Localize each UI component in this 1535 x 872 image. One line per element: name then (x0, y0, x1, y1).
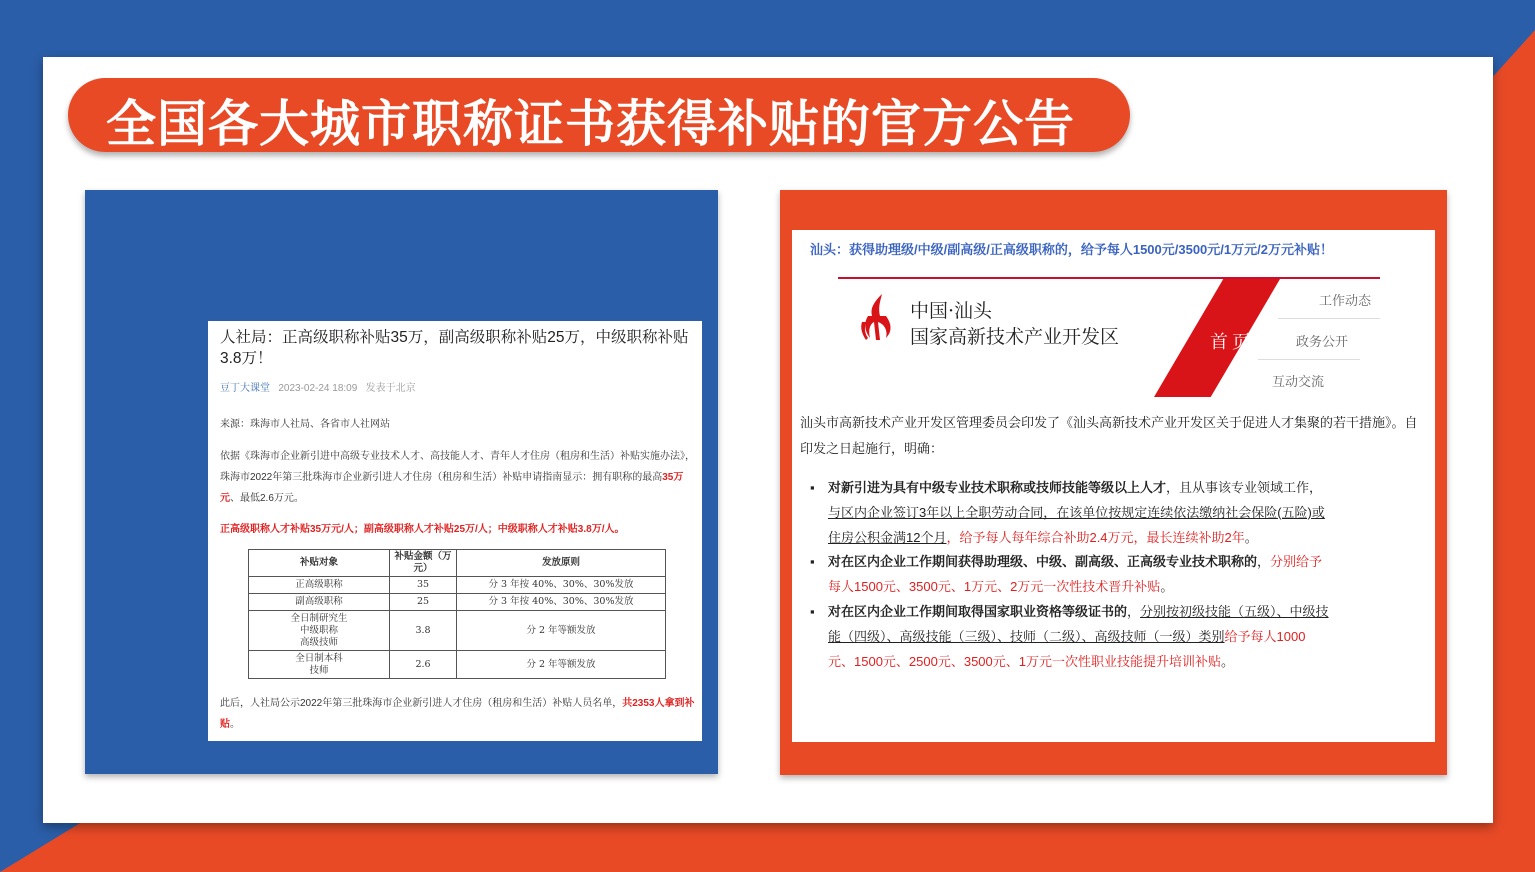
bullet3-highlight: 给予每人1000元、1500元、2500元、3500元、1万元一次性职业技能提升培训补贴 (828, 628, 1306, 669)
bullet3-text: ， (1127, 603, 1141, 619)
list-item (810, 550, 1330, 600)
background-orange-bottom (0, 817, 1535, 872)
article-author[interactable]: 豆丁大课堂 (220, 383, 270, 394)
org-name-line2: 国家高新技术产业开发区 (910, 326, 1120, 348)
table-row (249, 594, 666, 611)
table-cell: 副高级职称 (249, 594, 390, 611)
nav-item-work-news[interactable]: 工作动态 (1319, 293, 1372, 308)
bullet1-bold: 对新引进为具有中级专业技术职称或技师技能等级以上人才 (828, 480, 1167, 495)
table-cell: 3.8 (390, 611, 457, 651)
bullet1-text: ，且从事该专业领域工作， (1166, 480, 1323, 495)
bullet1-highlight: ，给予每人每年综合补助2.4万元，最长连续补助2年 (946, 529, 1245, 545)
page-title: 全国各大城市职称证书获得补贴的官方公告 (106, 95, 1075, 153)
bullet3-bold: 对在区内企业工作期间取得国家职业资格等级证书的 (828, 603, 1128, 619)
table-cell: 25 (390, 594, 457, 611)
nav-divider (1258, 359, 1360, 360)
table-row (249, 577, 666, 594)
para3-text-end: 。 (230, 719, 240, 730)
para1-text: 依据《珠海市企业新引进中高级专业技术人才、高技能人才、青年人才住房（租房和生活）补贴实施办法》，珠海市2022年第三批珠海市企业新引进人才住房（租房和生活）补贴申请指南显示：拥有职称的最高 (220, 451, 695, 483)
header-divider (838, 277, 1380, 279)
article-location: 发表于北京 (365, 383, 416, 394)
bullet2-end: 。 (1160, 579, 1174, 595)
table-header: 发放原则 (457, 550, 666, 577)
table-row (249, 611, 666, 651)
notice-headline: 汕头：获得助理级/中级/副高级/正高级职称的，给予每人1500元/3500元/1万元/2万元补贴！ (810, 242, 1333, 257)
right-notice (792, 230, 1435, 742)
left-article (208, 321, 702, 741)
table-cell: 全日制研究生 中级职称 高级技师 (249, 611, 390, 651)
table-cell: 分 3 年按 40%、30%、30%发放 (457, 594, 666, 611)
nav-item-government-affairs[interactable]: 政务公开 (1296, 334, 1349, 349)
torch-logo-icon (856, 292, 896, 344)
nav-item-interaction[interactable]: 互动交流 (1272, 374, 1325, 389)
table-cell: 正高级职称 (249, 577, 390, 594)
notice-bullet-list (810, 476, 1330, 674)
article-source: 来源：珠海市人社局、各省市人社网站 (220, 419, 390, 430)
table-header-row (249, 550, 666, 577)
table-header: 补贴对象 (249, 550, 390, 577)
org-name-line1: 中国·汕头 (910, 300, 993, 322)
article-paragraph-1 (220, 446, 696, 509)
bullet2-highlight: 分别给予每人1500元、3500元、1万元、2万元一次性技术晋升补贴 (828, 554, 1323, 595)
bullet2-bold: 对在区内企业工作期间获得助理级、中级、副高级、正高级专业技术职称的 (828, 554, 1258, 570)
bullet1-underline: 与区内企业签订3年以上全职劳动合同，在该单位按规定连续依法缴纳社会保险(五险)或住房公积金满12个月 (828, 504, 1325, 545)
home-tab-label[interactable]: 首页 (1210, 332, 1254, 352)
article-paragraph-3 (220, 693, 696, 735)
para1-highlight: 35万元 (220, 472, 684, 504)
list-item (810, 476, 1330, 550)
para3-text: 此后，人社局公示2022年第三批珠海市企业新引进人才住房（租房和生活）补贴人员名单， (220, 698, 623, 709)
table-cell: 分 2 年等额发放 (457, 611, 666, 651)
subsidy-table (248, 549, 666, 679)
bullet3-end: 。 (1221, 653, 1235, 669)
bullet3-underline: 分别按初级技能（五级）、中级技能（四级）、高级技能（三级）、技师（二级）、高级技师（一级）类别 (828, 603, 1329, 644)
bullet-icon: ▪ (810, 554, 815, 570)
bullet-icon: ▪ (810, 603, 815, 619)
table-header: 补贴金额（万元） (390, 550, 457, 577)
article-date: 2023-02-24 18:09 (278, 383, 358, 394)
article-meta (220, 379, 416, 394)
table-row (249, 651, 666, 679)
para1-text-end: 、最低2.6万元。 (230, 493, 304, 504)
table-cell: 分 3 年按 40%、30%、30%发放 (457, 577, 666, 594)
bullet1-end: 。 (1244, 529, 1258, 545)
nav-divider (1278, 318, 1380, 319)
table-cell: 2.6 (390, 651, 457, 679)
notice-intro: 汕头市高新技术产业开发区管理委员会印发了《汕头高新技术产业开发区关于促进人才集聚的若干措施》。自印发之日起施行，明确： (800, 415, 1418, 456)
article-paragraph-2: 正高级职称人才补贴35万元/人；副高级职称人才补贴25万/人；中级职称人才补贴3.8万/人。 (220, 524, 625, 535)
bullet2-text: ， (1257, 554, 1271, 570)
bullet-icon: ▪ (810, 480, 815, 495)
list-item (810, 600, 1330, 674)
para3-highlight: 共2353人拿到补贴 (220, 698, 695, 730)
table-cell: 全日制本科 技师 (249, 651, 390, 679)
article-headline: 人社局：正高级职称补贴35万，副高级职称补贴25万，中级职称补贴3.8万！ (220, 329, 689, 367)
table-cell: 分 2 年等额发放 (457, 651, 666, 679)
table-cell: 35 (390, 577, 457, 594)
